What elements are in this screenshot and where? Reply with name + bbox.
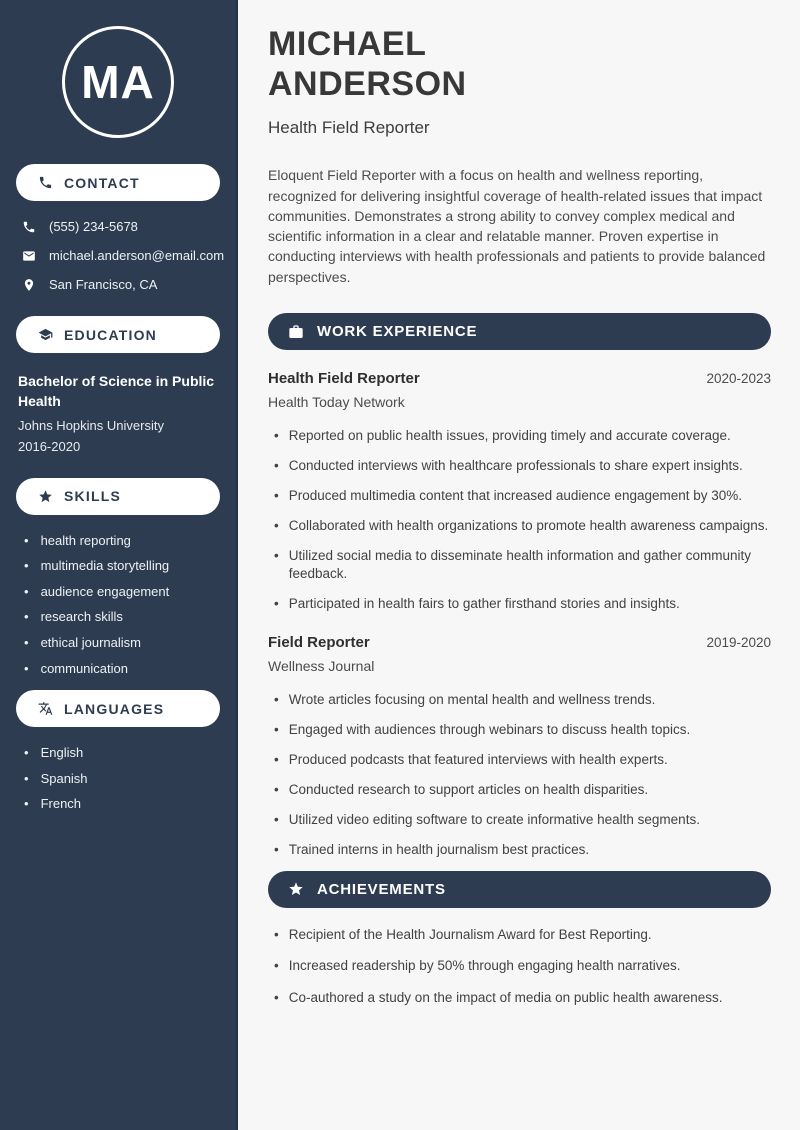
job-dates: 2020-2023 <box>706 371 771 386</box>
phone-icon <box>22 220 36 234</box>
job-company: Health Today Network <box>268 394 405 410</box>
job-role: Field Reporter <box>268 634 370 652</box>
contact-email-value: michael.anderson@email.com <box>49 248 225 263</box>
skills-list <box>16 533 220 677</box>
skill-item-label: • communication <box>40 660 128 676</box>
job-bullet <box>274 595 771 614</box>
job-bullet-text: • Conducted research to support articles on health disparities. <box>288 781 649 797</box>
star-icon <box>38 489 53 504</box>
education-school: Johns Hopkins University <box>18 417 164 433</box>
candidate-last-name: ANDERSON <box>268 65 467 104</box>
achievements-section-header <box>268 871 771 908</box>
job-bullet-text: • Engaged with audiences through webinars to discuss health topics. <box>288 722 691 738</box>
job-bullet-text: • Produced podcasts that featured interviews with health experts. <box>288 752 668 768</box>
job-bullet <box>274 751 771 770</box>
job-bullet <box>274 811 771 830</box>
language-item-label: • French <box>40 796 82 812</box>
job-role: Health Field Reporter <box>268 370 420 387</box>
job-bullet-list <box>268 691 771 859</box>
star-icon <box>288 881 304 897</box>
briefcase-icon <box>288 324 304 340</box>
language-item-label: • Spanish <box>40 770 88 786</box>
job-dates: 2019-2020 <box>706 635 771 651</box>
job-bullet <box>274 487 771 506</box>
email-icon <box>22 249 36 263</box>
skill-item-label: • multimedia storytelling <box>40 558 170 574</box>
education-section-title: EDUCATION <box>64 326 157 343</box>
job-bullet-text: • Collaborated with health organizations to promote health awareness campaigns. <box>288 517 769 533</box>
skill-item <box>24 661 220 677</box>
job-bullet <box>274 721 771 740</box>
job-bullet <box>274 427 771 446</box>
candidate-name <box>268 24 771 104</box>
contact-rows <box>16 219 225 292</box>
skill-item <box>24 533 220 549</box>
skill-item <box>24 584 220 600</box>
job-bullet-text: • Reported on public health issues, providing timely and accurate coverage. <box>288 428 731 443</box>
job-bullet <box>274 547 771 585</box>
skill-item-label: • health reporting <box>40 532 131 548</box>
skills-section <box>16 478 220 677</box>
education-degree: Bachelor of Science in Public Health <box>18 373 215 410</box>
languages-section <box>16 690 220 812</box>
main-content <box>238 0 800 1130</box>
phone-icon <box>38 175 53 190</box>
contact-email <box>16 248 225 263</box>
contact-section-header <box>16 164 220 201</box>
languages-list <box>16 745 220 812</box>
avatar <box>62 26 174 138</box>
contact-phone <box>16 219 220 234</box>
language-item <box>24 796 220 812</box>
job-bullet-text: • Conducted interviews with healthcare professionals to share expert insights. <box>288 457 743 473</box>
summary-paragraph: Eloquent Field Reporter with a focus on health and wellness reporting, recognized for delivering insightful coverage of health-related issues that impact communities. Demonstrates a strong ability to convey complex medical and scientific information in a clear and relatable manner. Proven expertise in conducting interviews with health professionals and patients to provide balanced perspectives. <box>268 167 766 285</box>
work-experience-section-title: WORK EXPERIENCE <box>317 323 478 340</box>
job-bullet-text: • Utilized video editing software to create informative health segments. <box>288 811 700 827</box>
skill-item <box>24 635 220 651</box>
translate-icon <box>38 701 53 716</box>
job-header <box>268 634 771 651</box>
education-section-header <box>16 316 220 353</box>
achievements-section-title: ACHIEVEMENTS <box>317 880 446 898</box>
job-company: Wellness Journal <box>268 658 375 675</box>
skill-item <box>24 558 220 574</box>
job-entry <box>268 370 771 614</box>
skill-item-label: • ethical journalism <box>40 634 141 650</box>
contact-section <box>16 164 225 292</box>
contact-location <box>16 277 220 292</box>
language-item <box>24 771 220 787</box>
achievement-bullet <box>274 926 771 945</box>
contact-phone-value: (555) 234-5678 <box>49 219 138 234</box>
location-icon <box>22 278 36 292</box>
job-bullet-text: • Produced multimedia content that increased audience engagement by 30%. <box>288 487 743 503</box>
skills-section-title: SKILLS <box>64 488 121 505</box>
achievement-bullet-text: • Co-authored a study on the impact of media on public health awareness. <box>288 990 723 1006</box>
language-item-label: • English <box>40 745 84 761</box>
contact-section-title: CONTACT <box>64 174 140 191</box>
achievement-bullet-text: • Increased readership by 50% through engaging health narratives. <box>288 958 681 974</box>
languages-section-title: LANGUAGES <box>64 700 165 717</box>
achievement-bullet <box>274 989 771 1008</box>
education-years: 2016-2020 <box>18 438 81 454</box>
job-header <box>268 370 771 387</box>
languages-section-header <box>16 690 220 727</box>
job-bullet <box>274 517 771 536</box>
job-entry <box>268 634 771 859</box>
job-bullet <box>274 457 771 476</box>
candidate-title: Health Field Reporter <box>268 118 430 138</box>
skills-section-header <box>16 478 220 515</box>
job-bullet-text: • Participated in health fairs to gather firsthand stories and insights. <box>288 596 680 612</box>
education-section <box>16 316 220 454</box>
job-bullet-text: • Wrote articles focusing on mental health and wellness trends. <box>288 692 656 708</box>
sidebar <box>0 0 238 1130</box>
achievements-list <box>268 926 771 1009</box>
candidate-first-name: MICHAEL <box>268 25 427 63</box>
job-bullet-list <box>268 427 771 614</box>
graduation-cap-icon <box>38 327 53 342</box>
job-bullet <box>274 691 771 710</box>
achievement-bullet <box>274 957 771 976</box>
achievement-bullet-text: • Recipient of the Health Journalism Award for Best Reporting. <box>288 926 652 942</box>
language-item <box>24 745 220 761</box>
work-experience-section-header <box>268 313 771 350</box>
education-entry <box>16 371 220 454</box>
skill-item <box>24 609 220 625</box>
job-bullet <box>274 841 771 860</box>
job-bullet-text: • Trained interns in health journalism best practices. <box>288 841 590 857</box>
skill-item-label: • research skills <box>40 609 123 625</box>
avatar-initials: MA <box>81 56 155 108</box>
skill-item-label: • audience engagement <box>40 583 170 599</box>
job-bullet-text: • Utilized social media to disseminate health information and gather community feedback. <box>288 547 751 582</box>
job-bullet <box>274 781 771 800</box>
contact-location-value: San Francisco, CA <box>49 277 158 292</box>
